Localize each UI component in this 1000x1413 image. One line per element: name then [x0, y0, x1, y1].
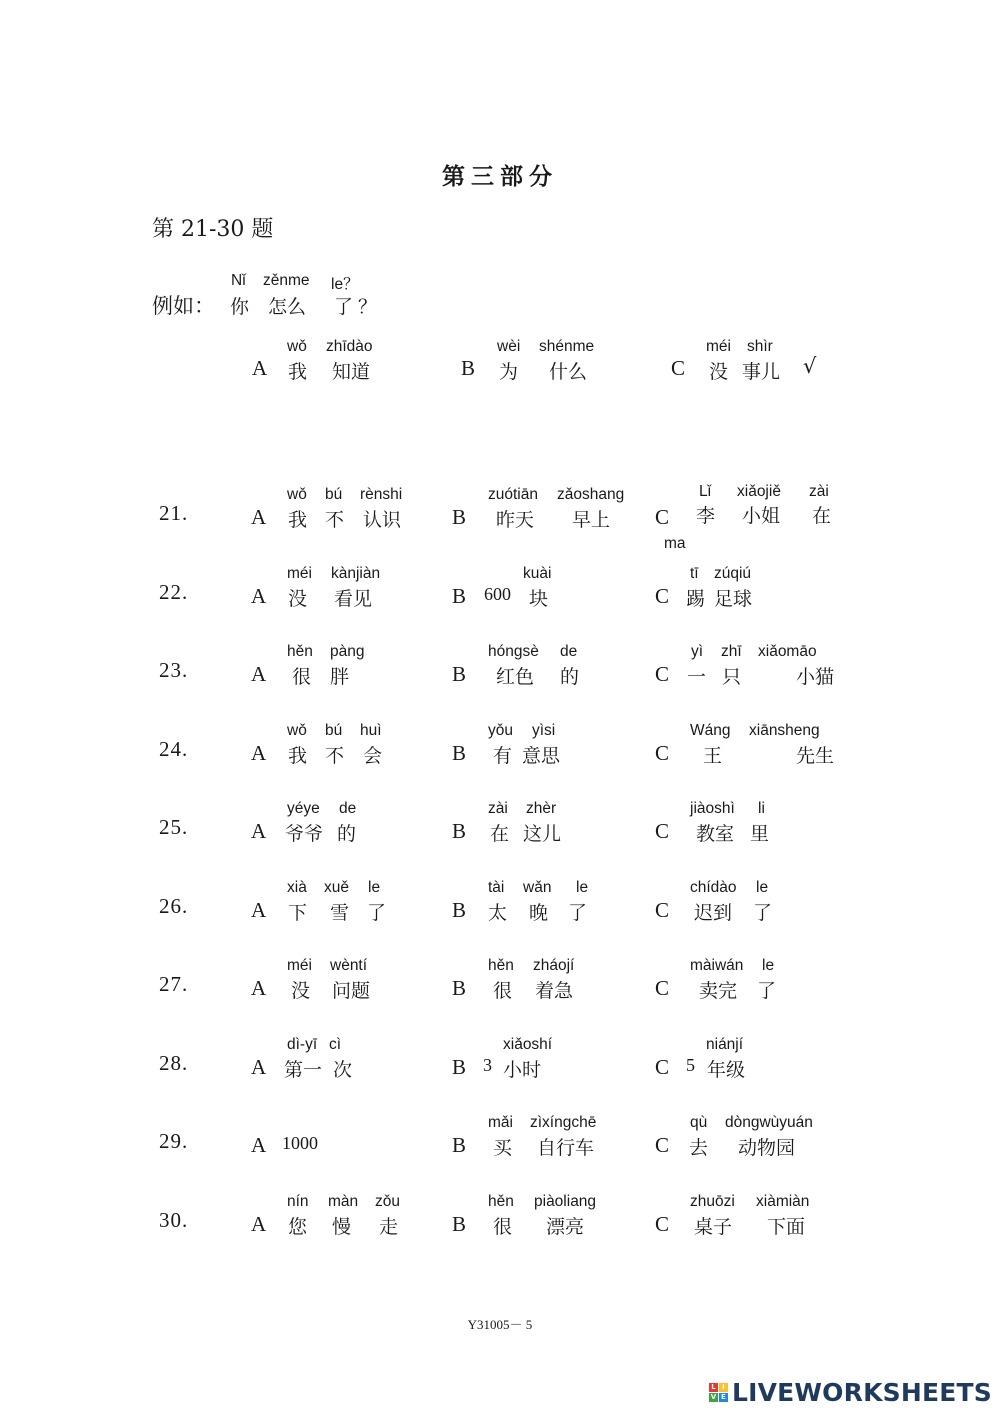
example-hanzi-1: 你: [230, 296, 250, 318]
question-number: 27.: [159, 972, 189, 996]
option-a-letter: A: [251, 505, 267, 529]
option-number: 3: [483, 1055, 492, 1075]
option-hanzi: 看见: [334, 588, 373, 610]
question-number: 28.: [159, 1051, 189, 1075]
example-hanzi-4: ？: [358, 296, 378, 318]
example-option-b-hanzi-2: 什么: [549, 361, 588, 383]
option-hanzi: 桌子: [694, 1216, 733, 1238]
example-pinyin-2: zěnme: [263, 272, 310, 289]
option-hanzi: 红色: [496, 666, 535, 688]
option-c-letter: C: [655, 741, 670, 765]
option-a-letter: A: [251, 898, 267, 922]
option-c-letter: C: [655, 662, 670, 686]
option-pinyin: xiǎojiě: [737, 483, 781, 500]
example-hanzi-2: 怎么: [268, 296, 307, 318]
question-number: 23.: [159, 658, 189, 682]
example-option-c-pinyin-1: méi: [706, 338, 731, 355]
option-pinyin: cì: [329, 1036, 342, 1053]
option-pinyin: wǒ: [287, 486, 307, 503]
option-a-letter: A: [251, 976, 267, 1000]
option-hanzi: 买: [493, 1137, 513, 1159]
option-hanzi: 这儿: [523, 823, 562, 845]
option-hanzi: 下: [288, 902, 308, 924]
option-pinyin: de: [560, 643, 578, 660]
option-hanzi: 了: [367, 902, 387, 924]
option-b-letter: B: [452, 584, 467, 608]
option-b-letter: B: [452, 1133, 467, 1157]
watermark-badge-letter: I: [719, 1383, 728, 1392]
option-hanzi: 没: [288, 588, 308, 610]
option-pinyin: wǎn: [523, 879, 552, 896]
liveworksheets-watermark: [709, 1378, 992, 1407]
option-hanzi: 很: [493, 980, 513, 1002]
example-label: 例如：: [152, 294, 215, 318]
option-c-letter: C: [655, 1055, 670, 1079]
option-pinyin: yéye: [287, 800, 320, 817]
option-hanzi: 只: [722, 666, 742, 688]
option-hanzi: 晚: [529, 902, 549, 924]
option-pinyin: bú: [325, 486, 343, 503]
option-b-letter: B: [452, 1055, 467, 1079]
example-option-b-letter: B: [461, 356, 476, 380]
option-hanzi: 小猫: [796, 666, 835, 688]
option-hanzi: 小时: [503, 1059, 542, 1081]
option-hanzi: 问题: [332, 980, 371, 1002]
option-pinyin: xiānsheng: [749, 722, 820, 739]
example-option-a-pinyin-1: wǒ: [287, 338, 307, 355]
option-pinyin: zhèr: [526, 800, 557, 817]
option-hanzi: 李: [696, 505, 716, 527]
option-b-letter: B: [452, 898, 467, 922]
option-hanzi: 不: [325, 509, 345, 531]
option-b-letter: B: [452, 505, 467, 529]
option-c-letter: C: [655, 584, 670, 608]
option-pinyin: zúqiú: [714, 565, 752, 582]
option-a-letter: A: [251, 819, 267, 843]
example-option-b-hanzi-1: 为: [499, 361, 519, 383]
question-range: 第 21-30 题: [152, 217, 274, 242]
option-pinyin: le: [368, 879, 381, 896]
option-hanzi: 不: [325, 745, 345, 767]
option-b-letter: B: [452, 741, 467, 765]
option-pinyin-continued: ma: [664, 535, 686, 552]
option-hanzi: 下面: [767, 1216, 806, 1238]
option-hanzi: 自行车: [537, 1137, 595, 1159]
example-option-c-hanzi-1: 没: [709, 361, 729, 383]
option-hanzi: 了: [753, 902, 773, 924]
option-hanzi: 的: [560, 666, 580, 688]
example-option-c-hanzi-2: 事儿: [742, 361, 781, 383]
option-pinyin: mǎi: [488, 1114, 513, 1131]
option-pinyin: xià: [287, 879, 307, 896]
option-pinyin: zài: [809, 483, 829, 500]
option-pinyin: zìxíngchē: [530, 1114, 597, 1131]
option-pinyin: le: [756, 879, 769, 896]
option-hanzi: 踢: [686, 588, 706, 610]
section-title: 第三部分: [442, 163, 558, 190]
option-hanzi: 认识: [363, 509, 402, 531]
option-pinyin: kànjiàn: [331, 565, 381, 582]
option-hanzi: 没: [291, 980, 311, 1002]
option-pinyin: qù: [690, 1114, 708, 1131]
option-hanzi: 太: [488, 902, 508, 924]
option-number: 1000: [282, 1133, 318, 1153]
example-option-a-pinyin-2: zhīdào: [326, 338, 373, 355]
option-pinyin: wǒ: [287, 722, 307, 739]
option-pinyin: dòngwùyuán: [725, 1114, 813, 1131]
option-pinyin: niánjí: [706, 1036, 744, 1053]
option-hanzi: 您: [288, 1216, 308, 1238]
option-pinyin: méi: [287, 957, 312, 974]
option-pinyin: huì: [360, 722, 382, 739]
example-pinyin-1: Nǐ: [231, 272, 246, 289]
option-pinyin: zǒu: [375, 1193, 400, 1210]
watermark-badge: [709, 1383, 728, 1402]
option-hanzi: 块: [529, 588, 549, 610]
option-pinyin: le: [576, 879, 589, 896]
option-c-letter: C: [655, 898, 670, 922]
option-hanzi: 迟到: [694, 902, 733, 924]
option-pinyin: yì: [691, 643, 704, 660]
example-check-mark: √: [803, 354, 817, 378]
option-a-letter: A: [251, 584, 267, 608]
option-hanzi: 有: [493, 745, 513, 767]
option-hanzi: 走: [379, 1216, 399, 1238]
option-pinyin: hěn: [287, 643, 313, 660]
option-pinyin: tài: [488, 879, 505, 896]
option-hanzi: 很: [292, 666, 312, 688]
option-hanzi: 会: [363, 745, 383, 767]
example-pinyin-3: le？: [331, 276, 359, 293]
option-hanzi: 胖: [330, 666, 350, 688]
question-number: 25.: [159, 815, 189, 839]
option-pinyin: màiwán: [690, 957, 744, 974]
option-hanzi: 先生: [796, 745, 835, 767]
option-pinyin: rènshi: [360, 486, 403, 503]
option-a-letter: A: [251, 741, 267, 765]
option-pinyin: kuài: [523, 565, 552, 582]
option-hanzi: 早上: [572, 509, 611, 531]
option-hanzi: 一: [687, 666, 707, 688]
option-pinyin: jiàoshì: [690, 800, 735, 817]
option-hanzi: 雪: [330, 902, 350, 924]
option-hanzi: 爷爷: [285, 823, 324, 845]
option-pinyin: yǒu: [488, 722, 513, 739]
option-b-letter: B: [452, 1212, 467, 1236]
option-pinyin: de: [339, 800, 357, 817]
option-pinyin: yìsi: [532, 722, 556, 739]
option-pinyin: zuótiān: [488, 486, 538, 503]
option-hanzi: 里: [750, 823, 770, 845]
example-option-c-letter: C: [671, 356, 686, 380]
option-hanzi: 我: [288, 509, 308, 531]
option-hanzi: 漂亮: [546, 1216, 585, 1238]
question-number: 24.: [159, 737, 189, 761]
option-pinyin: dì-yī: [287, 1036, 318, 1053]
option-pinyin: xiǎomāo: [758, 643, 817, 660]
option-pinyin: màn: [328, 1193, 359, 1210]
option-pinyin: zhuōzi: [690, 1193, 735, 1210]
option-a-letter: A: [251, 1212, 267, 1236]
example-option-a-letter: A: [252, 356, 268, 380]
option-pinyin: méi: [287, 565, 312, 582]
option-pinyin: Wáng: [690, 722, 731, 739]
option-c-letter: C: [655, 1133, 670, 1157]
watermark-badge-letter: V: [710, 1393, 717, 1401]
watermark-badge-letter: L: [709, 1383, 718, 1392]
example-option-a-hanzi-1: 我: [288, 361, 308, 383]
option-c-letter: C: [655, 1212, 670, 1236]
option-pinyin: hěn: [488, 1193, 514, 1210]
option-c-letter: C: [655, 819, 670, 843]
watermark-badge-letter: E: [719, 1393, 728, 1402]
option-hanzi: 我: [288, 745, 308, 767]
option-hanzi: 卖完: [699, 980, 738, 1002]
option-hanzi: 了: [757, 980, 777, 1002]
option-pinyin: Lǐ: [699, 483, 712, 500]
option-pinyin: zháojí: [533, 957, 575, 974]
question-number: 30.: [159, 1208, 189, 1232]
question-number: 22.: [159, 580, 189, 604]
option-hanzi: 次: [333, 1059, 353, 1081]
option-hanzi: 在: [812, 505, 832, 527]
option-c-letter: C: [655, 505, 670, 529]
option-pinyin: piàoliang: [534, 1193, 597, 1210]
option-pinyin: xuě: [324, 879, 349, 896]
example-option-b-pinyin-2: shénme: [539, 338, 595, 355]
option-a-letter: A: [251, 1133, 267, 1157]
example-option-a-hanzi-2: 知道: [332, 361, 371, 383]
page-footer: Y31005－ 5: [467, 1317, 533, 1332]
option-pinyin: xiàmiàn: [756, 1193, 810, 1210]
option-hanzi: 昨天: [496, 509, 535, 531]
option-a-letter: A: [251, 662, 267, 686]
option-b-letter: B: [452, 819, 467, 843]
option-c-letter: C: [655, 976, 670, 1000]
option-hanzi: 意思: [522, 745, 561, 767]
option-hanzi: 了: [568, 902, 588, 924]
option-pinyin: tī: [690, 565, 699, 582]
option-hanzi: 很: [493, 1216, 513, 1238]
option-hanzi: 动物园: [738, 1137, 796, 1159]
example-hanzi-3: 了: [334, 296, 354, 318]
option-pinyin: xiǎoshí: [503, 1036, 553, 1053]
option-pinyin: le: [762, 957, 775, 974]
option-pinyin: bú: [325, 722, 343, 739]
option-b-letter: B: [452, 976, 467, 1000]
option-hanzi: 着急: [535, 980, 574, 1002]
option-b-letter: B: [452, 662, 467, 686]
option-pinyin: hěn: [488, 957, 514, 974]
option-pinyin: pàng: [330, 643, 365, 660]
question-number: 21.: [159, 501, 189, 525]
question-number: 29.: [159, 1129, 189, 1153]
watermark-text: LIVEWORKSHEETS: [731, 1378, 992, 1407]
option-hanzi: 第一: [284, 1059, 323, 1081]
option-pinyin: zǎoshang: [557, 486, 625, 503]
example-option-b-pinyin-1: wèi: [497, 338, 521, 355]
option-pinyin: zài: [488, 800, 508, 817]
example-option-c-pinyin-2: shìr: [747, 338, 773, 355]
option-pinyin: nín: [287, 1193, 309, 1210]
option-pinyin: chídào: [690, 879, 737, 896]
option-pinyin: wèntí: [330, 957, 368, 974]
question-number: 26.: [159, 894, 189, 918]
option-hanzi: 去: [689, 1137, 709, 1159]
option-hanzi: 小姐: [742, 505, 781, 527]
option-number: 600: [484, 584, 511, 604]
option-hanzi: 在: [490, 823, 510, 845]
option-hanzi: 年级: [707, 1059, 746, 1081]
option-hanzi: 足球: [714, 588, 753, 610]
option-pinyin: li: [758, 800, 765, 817]
option-a-letter: A: [251, 1055, 267, 1079]
option-pinyin: zhī: [721, 643, 742, 660]
option-pinyin: hóngsè: [488, 643, 539, 660]
option-hanzi: 慢: [332, 1216, 352, 1238]
option-hanzi: 王: [703, 745, 723, 767]
option-number: 5: [686, 1055, 695, 1075]
option-hanzi: 教室: [696, 823, 735, 845]
option-hanzi: 的: [337, 823, 357, 845]
